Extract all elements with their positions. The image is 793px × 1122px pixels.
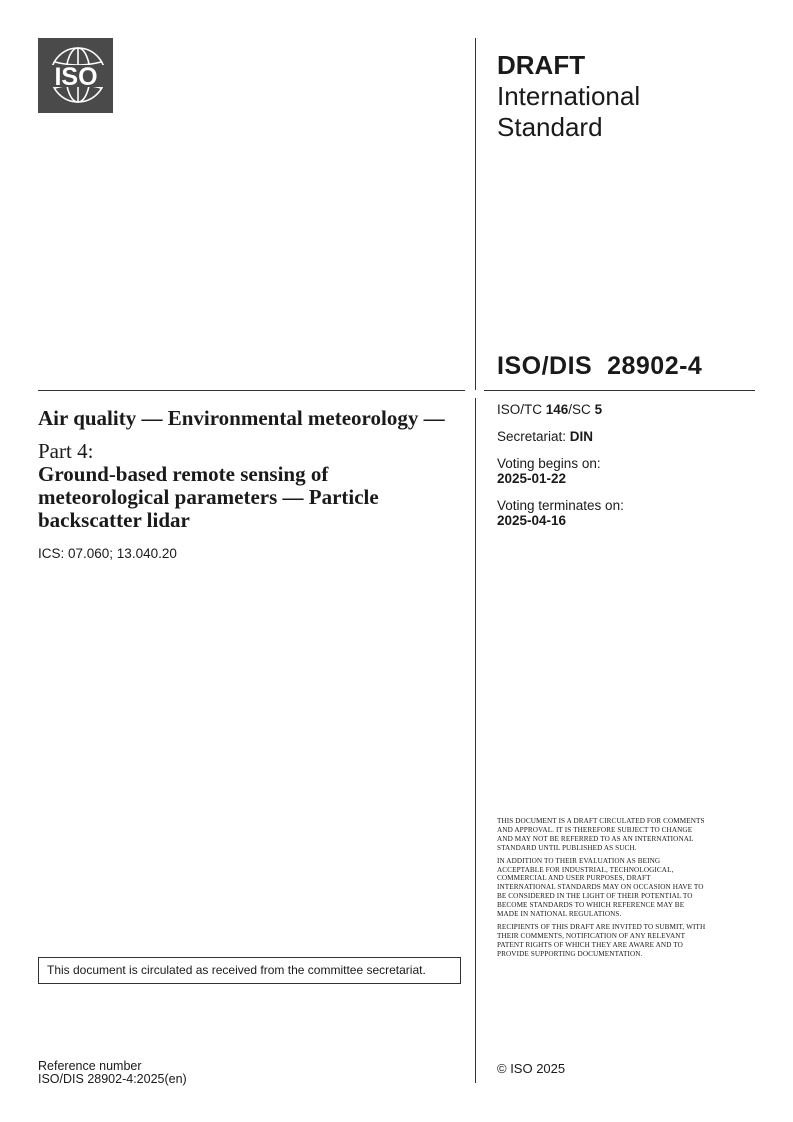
reference-value: ISO/DIS 28902-4:2025(en) (38, 1072, 187, 1086)
sc-number: 5 (594, 402, 603, 417)
voting-terminates-date: 2025-04-16 (497, 513, 567, 528)
document-type (497, 50, 640, 143)
voting-begins-date: 2025-01-22 (497, 471, 567, 486)
circulated-note: This document is circulated as received from the committee secretariat. (38, 957, 461, 984)
committee-meta (497, 402, 624, 540)
reference-number (38, 1060, 187, 1086)
secretariat-line: Secretariat: DIN (497, 429, 594, 444)
iso-logo-globe-icon (38, 38, 113, 113)
title-block (38, 406, 458, 561)
sub-title: Ground-based remote sensing of meteorological parameters — Particle backscatter lidar (38, 462, 379, 532)
svg-text:ISO: ISO (54, 63, 98, 91)
committee-line: ISO/TC 146/SC 5 (497, 402, 603, 417)
doc-type-draft: DRAFT (497, 50, 586, 80)
voting-terminates: Voting terminates on: 2025-04-16 (497, 498, 624, 528)
disclaimer-paragraph-3: RECIPIENTS OF THIS DRAFT ARE INVITED TO SUBMIT, WITH THEIR COMMENTS, NOTIFICATION OF ANY RELEVANT PATENT RIGHTS OF WHICH THEY ARE AWARE AND TO PROVIDE SUPPORTING DOCUMENTATION. (497, 922, 706, 958)
draft-disclaimer (497, 817, 707, 963)
vertical-divider-top (475, 38, 476, 390)
main-title: Air quality — Environmental meteorology — (38, 406, 445, 430)
disclaimer-paragraph-1: THIS DOCUMENT IS A DRAFT CIRCULATED FOR COMMENTS AND APPROVAL. IT IS THEREFORE SUBJECT TO CHANGE AND MAY NOT BE REFERRED TO AS AN INTERNATIONAL STANDARD UNTIL PUBLISHED AS SUCH. (497, 817, 705, 852)
disclaimer-paragraph-2: IN ADDITION TO THEIR EVALUATION AS BEING ACCEPTABLE FOR INDUSTRIAL, TECHNOLOGICAL, COMMERCIAL AND USER PURPOSES, DRAFT INTERNATIONAL STANDARDS MAY ON OCCASION HAVE TO BE CONSIDERED IN THE LIGHT OF THEIR POTENTIAL TO BECOME STANDARDS TO WHICH REFERENCE MAY BE MADE IN NATIONAL REGULATIONS. (497, 856, 704, 919)
document-reference-heading: ISO/DIS 28902-4 (497, 352, 703, 380)
doc-type-standard: Standard (497, 112, 603, 142)
ics-codes: ICS: 07.060; 13.040.20 (38, 546, 177, 561)
doc-type-international: International (497, 81, 641, 111)
iso-logo (38, 38, 113, 113)
secretariat-value: DIN (569, 429, 594, 444)
horizontal-divider-left (38, 390, 465, 391)
tc-number: 146 (545, 402, 569, 417)
part-label: Part 4: (38, 439, 94, 463)
vertical-divider-bottom (475, 398, 476, 1083)
voting-begins: Voting begins on: 2025-01-22 (497, 456, 601, 486)
horizontal-divider-right (484, 390, 755, 391)
copyright: © ISO 2025 (497, 1061, 566, 1076)
reference-label: Reference number (38, 1059, 142, 1073)
